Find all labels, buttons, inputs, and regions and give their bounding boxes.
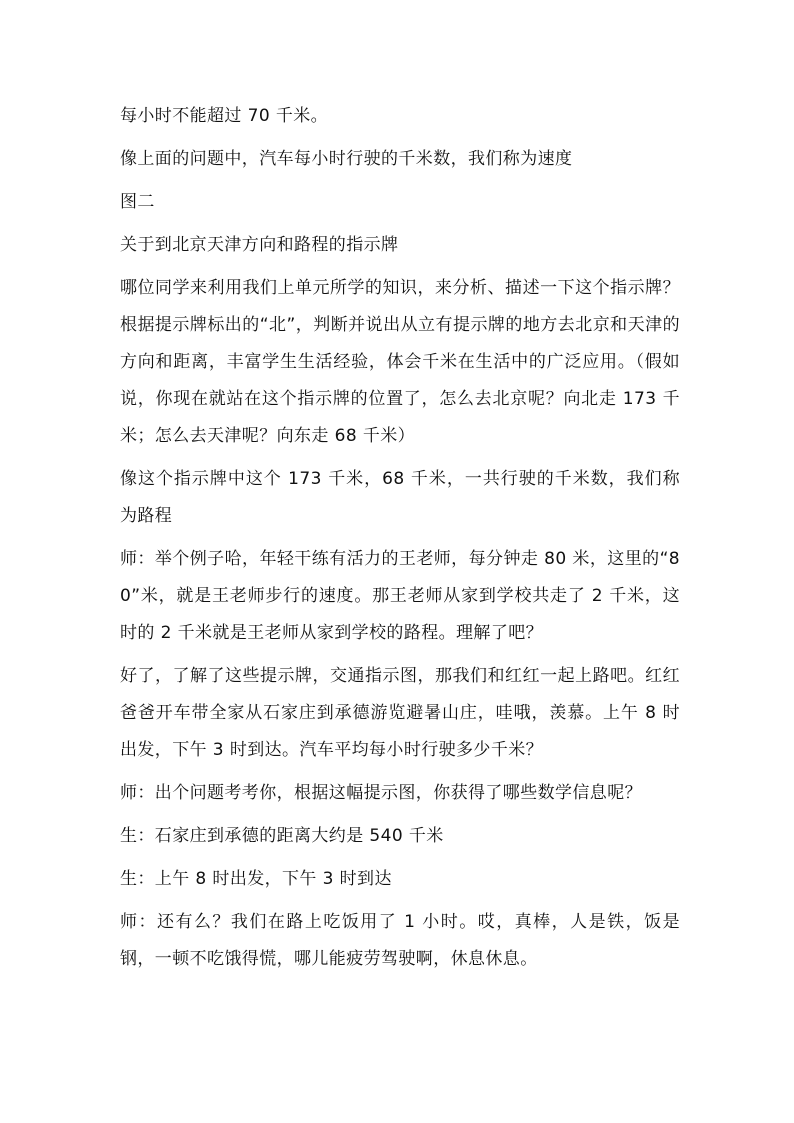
paragraph-speed-definition: 像上面的问题中，汽车每小时行驶的千米数，我们称为速度 xyxy=(120,149,573,169)
paragraph-student-answer-distance: 生：石家庄到承德的距离大约是 540 千米 xyxy=(120,826,444,846)
paragraph-trip-problem: 好了，了解了这些提示牌，交通指示图，那我们和红红一起上路吧。红红爸爸开车带全家从石家庄到承德游览避暑山庄，哇哦，羡慕。上午 8 时出发，下午 3 时到达。汽车平均每小时行驶多少千米？ xyxy=(120,666,680,760)
paragraph-sign-analysis: 哪位同学来利用我们上单元所学的知识，来分析、描述一下这个指示牌？根据提示牌标出的“北”，判断并说出从立有提示牌的地方去北京和天津的方向和距离，丰富学生生活经验，体会千米在生活中的广泛应用。（假如说，你现在就站在这个指示牌的位置了，怎么去北京呢？向北走 173 千米；怎么去天津呢？向东走 68 千米） xyxy=(120,278,680,446)
paragraph-teacher-example: 师：举个例子哈，年轻干练有活力的王老师，每分钟走 80 米，这里的“80”米，就是王老师步行的速度。那王老师从家到学校共走了 2 千米，这时的 2 千米就是王老师从家到学校的路程。理解了吧？ xyxy=(120,549,680,643)
paragraph-teacher-followup: 师：还有么？我们在路上吃饭用了 1 小时。哎，真棒，人是铁，饭是钢，一顿不吃饿得慌，哪儿能疲劳驾驶啊，休息休息。 xyxy=(120,912,680,969)
paragraph-speed-limit: 每小时不能超过 70 千米。 xyxy=(120,106,329,126)
paragraph-figure-label: 图二 xyxy=(120,192,155,212)
document-body xyxy=(120,98,680,984)
paragraph-teacher-question: 师：出个问题考考你，根据这幅提示图，你获得了哪些数学信息呢？ xyxy=(120,783,642,803)
paragraph-student-answer-time: 生：上午 8 时出发，下午 3 时到达 xyxy=(120,869,392,889)
paragraph-distance-definition: 像这个指示牌中这个 173 千米，68 千米，一共行驶的千米数，我们称为路程 xyxy=(120,469,680,526)
paragraph-sign-heading: 关于到北京天津方向和路程的指示牌 xyxy=(120,235,399,255)
